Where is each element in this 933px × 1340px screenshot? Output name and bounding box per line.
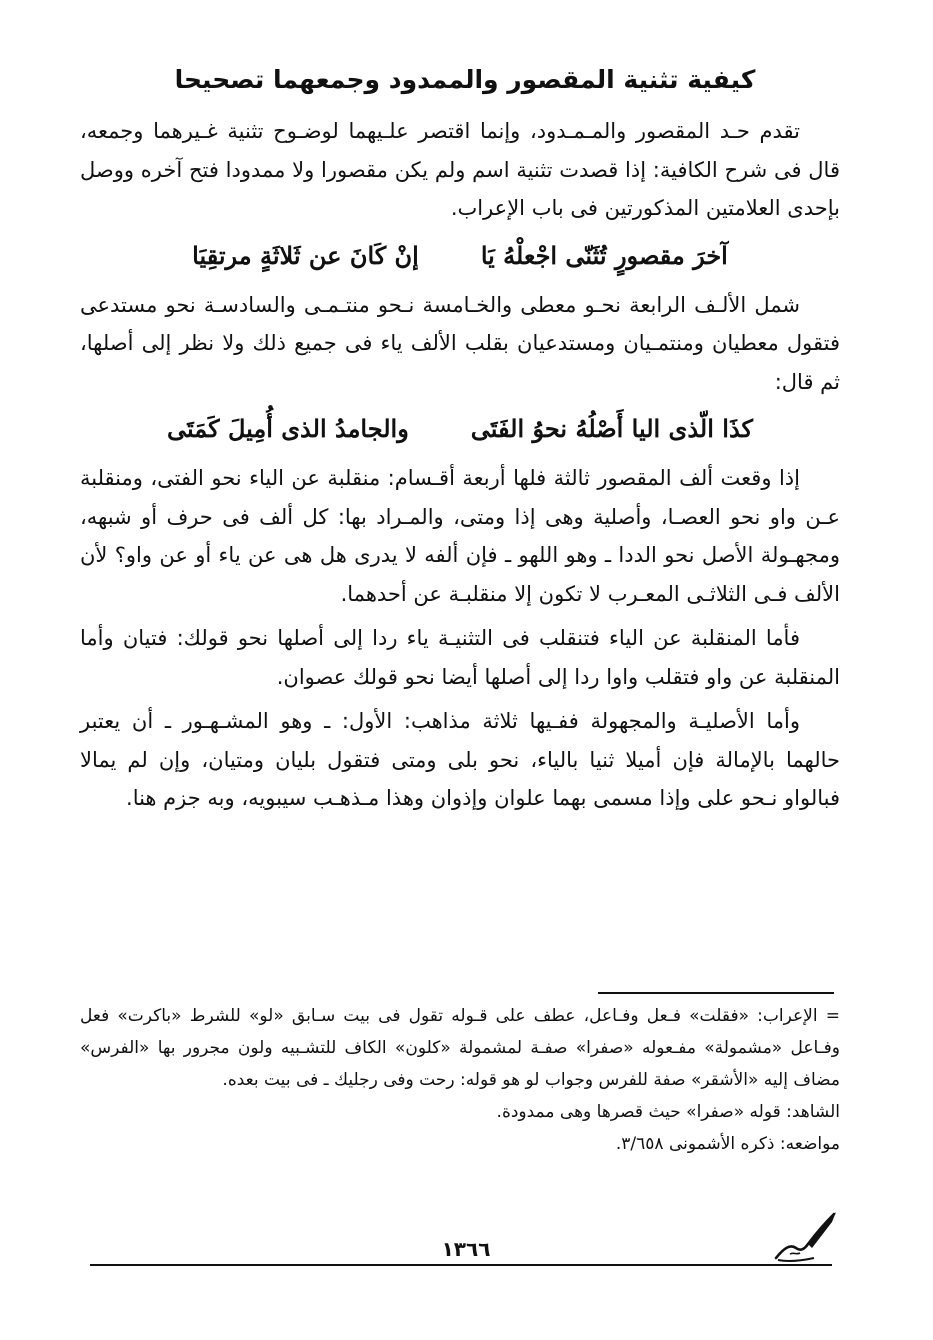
running-head: كيفية تثنية المقصور والممدود وجمعهما تصحيحا: [174, 65, 756, 94]
main-text: [80, 112, 840, 818]
verse-1-second-hemistich: إنْ كَانَ عن ثَلاثَةٍ مرتقِيَا: [192, 240, 419, 270]
verse-2-second-hemistich: والجامدُ الذى أُمِيلَ كَمَتَى: [167, 414, 409, 443]
footnotes: [80, 1000, 840, 1160]
verse-1: [80, 236, 840, 276]
pen-logo-icon: [770, 1208, 842, 1264]
paragraph-2: شمل الألـف الرابعة نحـو معطى والخـامسة نـحو منتـمـى والسادسـة نحو مستدعى فتقول معطيان ومنتمـيان ومستدعيان بقلب الألف ياء فى جميع ذلك ولا نظر إلى أصلها، ثم قال:: [80, 292, 840, 394]
paragraph-5: وأما الأصليـة والمجهولة ففـيها ثلاثة مذاهب: الأول: ـ وهو المشـهـور ـ أن يعتبر حالهما بالإمالة فإن أميلا ثنيا بالياء، نحو بلى ومتى فتقول بليان ومتيان، وإن لم يمالا فبالواو نـحو على وإذا مسمى بهما علوان وإذوان وهذا مـذهـب سيبويه، وبه جزم هنا.: [80, 709, 840, 810]
bottom-rule: [90, 1264, 832, 1266]
footnote-separator: [598, 992, 834, 994]
footnote-irab: = الإعراب: «فقلت» فـعل وفـاعل، عطف على قـوله تقول فى بيت سـابق «لو» للشرط «باكرت» فعل وفـاعل «مشمولة» مفـعوله «صفرا» صفـة لمشمولة «كلون» الكاف للتشـبيه ولون مجرور بها «الفرس» مضاف إليه «الأشقر» صفة للفرس وجواب لو هو قوله: رحت وفى رجليك ـ فى بيت بعده.: [80, 1006, 840, 1090]
paragraph-3: إذا وقعت ألف المقصور ثالثة فلها أربعة أقـسام: منقلبة عن الياء نحو الفتى، ومنقلبة عـن واو نحو العصـا، وأصلية وهى إذا ومتى، والمـراد بها: كل ألف فى حرف أو شبهه، ومجهـولة الأصل نحو الددا ـ وهو اللهو ـ فإن ألفه لا يدرى هل هى عن ياء أو عن واو؟ لأن الألف فـى الثلاثـى المعـرب لا تكون إلا منقلبـة عن أحدهما.: [80, 466, 840, 606]
paragraph-4: فأما المنقلبة عن الياء فتنقلب فى التثنيـة ياء ردا إلى أصلها نحو قولك: فتيان وأما المنقلبة عن واو فتقلب واوا ردا إلى أصلها أيضا نحو قولك عصوان.: [80, 626, 840, 689]
page-number: ١٣٦٦: [441, 1237, 491, 1261]
paragraph-1: تقدم حـد المقصور والمـمـدود، وإنما اقتصر علـيهما لوضـوح تثنية غـيرهما وجمعه، قال فى شرح الكافية: إذا قصدت تثنية اسم ولم يكن مقصورا ولا ممدودا فتح آخره ووصل بإحدى العلامتين المذكورتين فى باب الإعراب.: [80, 119, 840, 220]
verse-2: [80, 409, 840, 449]
footnote-shahid: الشاهد: قوله «صفرا» حيث قصرها وهى ممدودة.: [496, 1102, 840, 1122]
verse-2-first-hemistich: كذَا الّذى اليا أَصْلُهُ نحوُ الفَتَى: [470, 414, 753, 443]
footnote-mawadi: مواضعه: ذكره الأشمونى ٣/٦٥٨.: [615, 1134, 840, 1154]
verse-1-first-hemistich: آخرَ مقصورٍ تُثَنّى اجْعلْهُ يَا: [480, 240, 728, 270]
